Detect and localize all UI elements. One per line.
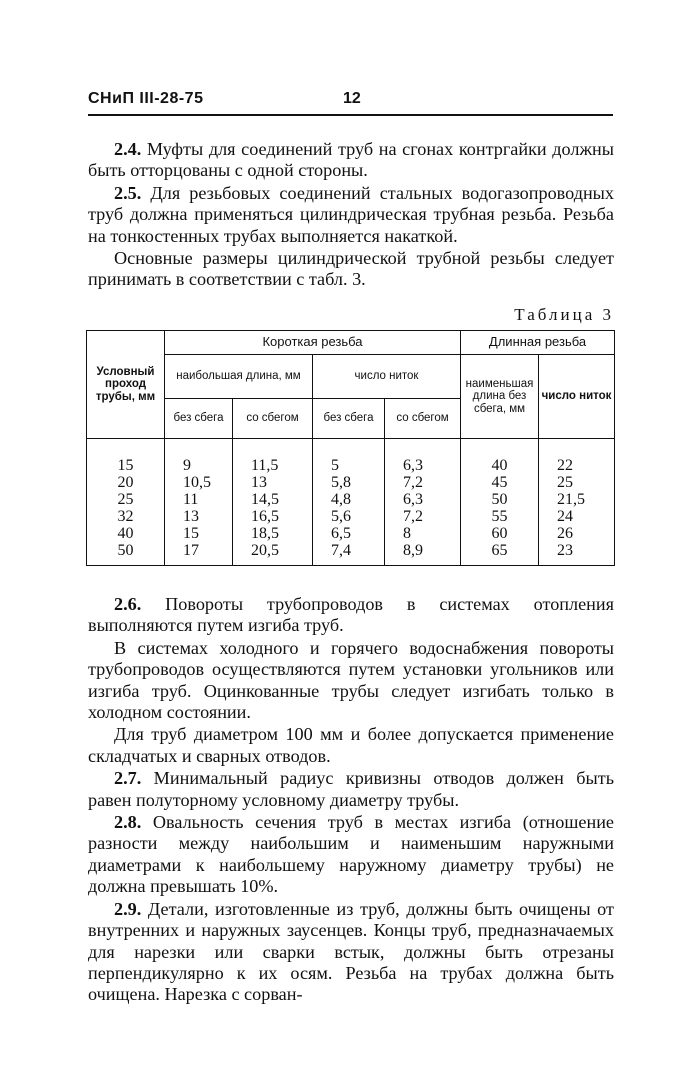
header-rule — [88, 114, 613, 116]
paragraph-2-6 — [88, 594, 614, 637]
paragraph-2-8 — [88, 812, 614, 898]
col-header-threads-no-run: без сбега — [313, 399, 385, 439]
paragraph-text: Для труб диаметром 100 мм и более допускается применение складчатых и сварных отводов. — [88, 724, 614, 766]
page-number: 12 — [343, 90, 361, 107]
page-header — [88, 90, 613, 112]
paragraph-text: В системах холодного и горячего водоснабжения повороты трубопроводов осуществляются путем установки угольников или изгиба труб. Оцинкованные трубы следует изгибать только в холодном состоянии. — [88, 637, 614, 723]
paragraph-water-supply — [88, 638, 614, 724]
paragraph-2-4 — [88, 139, 614, 182]
paragraph-text: Минимальный радиус кривизны отводов должен быть равен полуторному условному диаметру трубы. — [88, 768, 614, 810]
cell-diameter-values: 15 20 25 32 40 50 — [87, 439, 165, 566]
text-block-bottom — [88, 594, 614, 1007]
col-header-thread-count: число ниток — [313, 355, 461, 399]
paragraph-large-pipes — [88, 724, 614, 767]
cell-length-no-run-values: 9 10,5 11 13 15 17 — [165, 439, 233, 566]
cell-long-threads-values: 22 25 21,5 24 26 23 — [539, 439, 615, 566]
clause-number: 2.6. — [114, 594, 142, 614]
paragraph-2-9 — [88, 899, 614, 1006]
doc-code: СНиП III-28-75 — [88, 90, 204, 107]
cell-long-length-values: 40 45 50 55 60 65 — [461, 439, 539, 566]
col-header-length-no-run: без сбега — [165, 399, 233, 439]
paragraph-text: Овальность сечения труб в местах изгиба (отношение разности между наибольшим и наименьшим наружными диаметрами к наибольшему наружному диаметру трубы) не должна превышать 10%. — [88, 812, 614, 897]
col-header-long-thread-count: число ниток — [539, 355, 615, 439]
col-group-long-thread: Длинная резьба — [461, 331, 615, 355]
clause-number: 2.7. — [114, 768, 142, 789]
col-header-diameter: Условный проход трубы, мм — [87, 331, 165, 439]
clause-number: 2.9. — [114, 898, 142, 919]
col-header-min-length: наименьшая длина без сбега, мм — [461, 355, 539, 439]
paragraph-2-5 — [88, 183, 614, 247]
thread-table — [86, 330, 615, 566]
col-header-max-length: наибольшая длина, мм — [165, 355, 313, 399]
clause-number: 2.5. — [114, 182, 142, 203]
clause-number: 2.4. — [114, 139, 142, 159]
paragraph-text: Основные размеры цилиндрической трубной резьбы следует принимать в соответствии с табл. 3. — [88, 248, 614, 290]
paragraph-text: Муфты для соединений труб на сгонах контргайки должны быть отторцованы с одной стороны. — [88, 139, 614, 181]
col-group-short-thread: Короткая резьба — [165, 331, 461, 355]
paragraph-text: Для резьбовых соединений стальных водогазопроводных труб должна применяться цилиндрическая трубная резьба. Резьба на тонкостенных трубах выполняется накаткой. — [88, 182, 614, 246]
cell-threads-with-run-values: 6,3 7,2 6,3 7,2 8 8,9 — [385, 439, 461, 566]
paragraph-text: Детали, изготовленные из труб, должны быть очищены от внутренних и наружных заусенцев. Концы труб, предназначаемых для нарезки или сварки встык, должны быть отрезаны перпендикулярно к их осям. Резьба на трубах должна быть очищена. Нарезка с сорван- — [88, 898, 614, 1005]
paragraph-table-ref — [88, 248, 614, 291]
table-body-row — [87, 439, 615, 566]
paragraph-text: Повороты трубопроводов в системах отопления выполняются путем изгиба труб. — [88, 594, 614, 636]
cell-threads-no-run-values: 5 5,8 4,8 5,6 6,5 7,4 — [313, 439, 385, 566]
col-header-length-with-run: со сбегом — [233, 399, 313, 439]
paragraph-2-7 — [88, 768, 614, 811]
text-block-top — [88, 139, 614, 292]
col-header-threads-with-run: со сбегом — [385, 399, 461, 439]
cell-length-with-run-values: 11,5 13 14,5 16,5 18,5 20,5 — [233, 439, 313, 566]
table-label: Таблица 3 — [514, 305, 614, 324]
clause-number: 2.8. — [114, 812, 142, 833]
